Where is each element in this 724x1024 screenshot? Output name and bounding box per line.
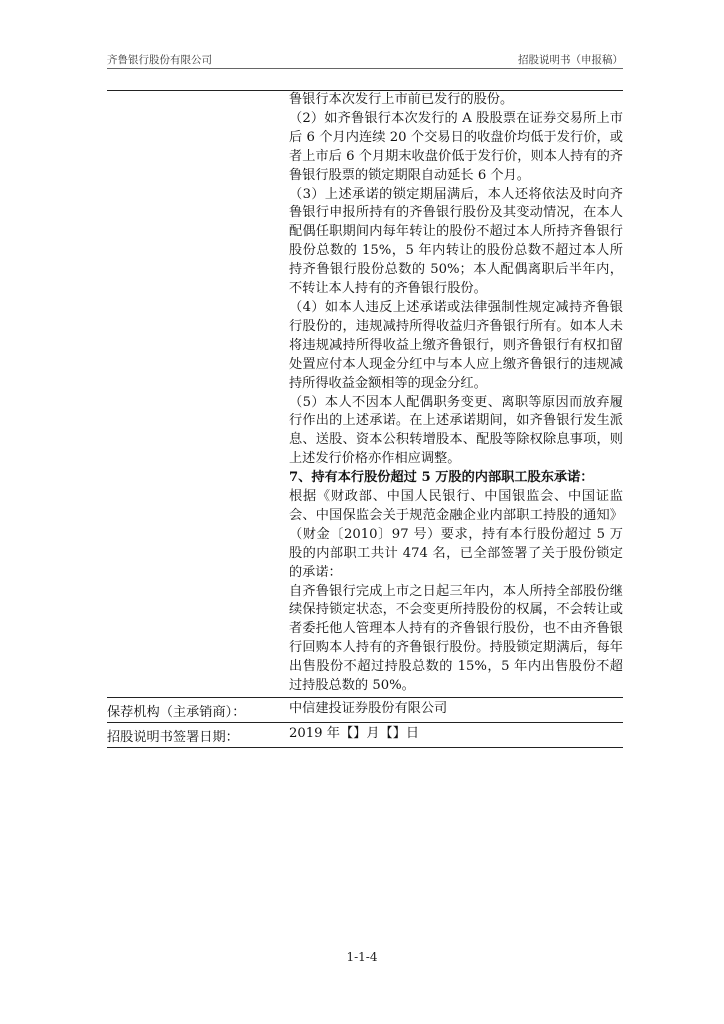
section-7-heading: 7、持有本行股份超过 5 万股的内部职工股东承诺： [289, 470, 594, 486]
paragraph-item-3: （3）上述承诺的锁定期届满后，本人还将依法及时向齐鲁银行申报所持有的齐鲁银行股份及其变动情况，在本人配偶任职期间内每年转让的股份不超过本人所持齐鲁银行股份总数的 15%，5 年内转让的股份总数不超过本人所持齐鲁银行股份总数的 50%；本人配偶离职后半年内，不转让本人持有的齐鲁银行股份。 [289, 186, 623, 297]
table-row-commitments [107, 90, 623, 698]
paragraph-continued: 鲁银行本次发行上市前已发行的股份。 [289, 92, 514, 107]
section-7-paragraph-1: 根据《财政部、中国人民银行、中国银监会、中国证监会、中国保监会关于规范金融企业内部职工持股的通知》（财金〔2010〕97 号）要求，持有本行股份超过 5 万股的内部职工共计 474 名，已全部签署了关于股份锁定的承诺： [289, 489, 623, 580]
table-row-sponsor [107, 698, 623, 723]
table-row-date [107, 723, 623, 748]
header-company-name: 齐鲁银行股份有限公司 [107, 54, 212, 66]
paragraph-item-2: （2）如齐鲁银行本次发行的 A 股股票在证券交易所上市后 6 个月内连续 20 个交易日的收盘价均低于发行价，或者上市后 6 个月期末收盘价低于发行价，则本人持有的齐鲁银行股票的锁定期限自动延长 6 个月。 [289, 110, 623, 183]
row-label-empty [107, 91, 289, 697]
date-value: 2019 年【】月【】日 [289, 726, 420, 741]
paragraph-item-4: （4）如本人违反上述承诺或法律强制性规定减持齐鲁银行股份的，违规减持所得收益归齐鲁银行所有。如本人未将违规减持所得收益上缴齐鲁银行，则齐鲁银行有权扣留处置应付本人现金分红中与本人应上缴齐鲁银行的违规减持所得收益金额相等的现金分红。 [289, 299, 623, 391]
date-label: 招股说明书签署日期： [107, 730, 239, 745]
page-header [107, 50, 623, 69]
header-doc-title: 招股说明书（申报稿） [518, 54, 623, 66]
page-number: 1-1-4 [346, 950, 378, 964]
sponsor-value: 中信建投证券股份有限公司 [289, 701, 448, 716]
commitment-text-cell [289, 91, 623, 697]
paragraph-item-5: （5）本人不因本人配偶职务变更、离职等原因而放弃履行作出的上述承诺。在上述承诺期间，如齐鲁银行发生派息、送股、资本公积转增股本、配股等除权除息事项，则上述发行价格亦作相应调整。 [289, 394, 623, 467]
sponsor-label: 保荐机构（主承销商）： [107, 705, 246, 720]
info-table [107, 90, 623, 748]
section-7-paragraph-2: 自齐鲁银行完成上市之日起三年内，本人所持全部股份继续保持锁定状态，不会变更所持股份的权属，不会转让或者委托他人管理本人持有的齐鲁银行股份，也不由齐鲁银行回购本人持有的齐鲁银行股份。持股锁定期满后，每年出售股份不超过持股总数的 15%，5 年内出售股份不超过持股总数的 50%。 [289, 583, 623, 694]
